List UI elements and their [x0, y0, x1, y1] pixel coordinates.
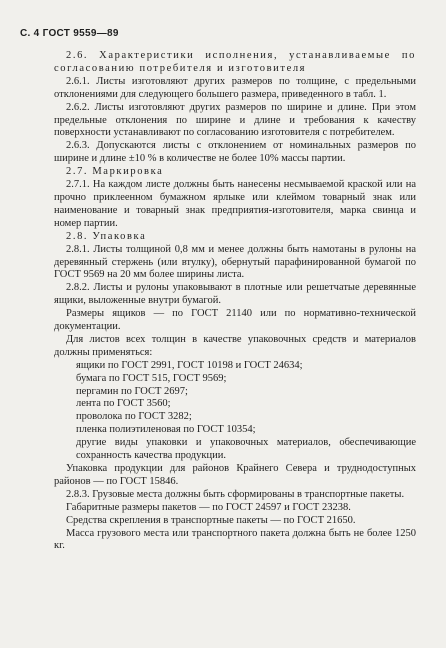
paragraph: Масса грузового места или транспортного пакета должна быть не более 1250 кг. [54, 527, 416, 552]
paragraph: 2.8.2. Листы и рулоны упаковывают в плотные или решетчатые деревянные ящики, выложенные внутри бумагой. [54, 282, 416, 307]
paragraph: Для листов всех толщин в качестве упаковочных средств и материалов должны применяться: [54, 333, 416, 358]
list-item: пергамин по ГОСТ 2697; [76, 385, 188, 397]
list-item: бумага по ГОСТ 515, ГОСТ 9569; [76, 372, 227, 384]
paragraph: 2.8.3. Грузовые места должны быть сформированы в транспортные пакеты. [66, 488, 405, 500]
paragraph: 2.6.1. Листы изготовляют других размеров по толщине, с предельными отклонениями для следующего большего размера, приведенного в табл. 1. [54, 75, 416, 100]
paragraph: Габаритные размеры пакетов — по ГОСТ 24597 и ГОСТ 23238. [66, 501, 351, 513]
list-item: лента по ГОСТ 3560; [76, 398, 171, 410]
paragraph: 2.8.1. Листы толщиной 0,8 мм и менее должны быть намотаны в рулоны на деревянный стержень (или втулку), обернутый парафинированной бумагой по ГОСТ 9569 на 20 мм более ширины листа. [54, 243, 416, 281]
paragraph: 2.6.2. Листы изготовляют других размеров по ширине и длине. При этом предельные отклонения по ширине и длине и требования к качеству поверхности устанавливают по согласованию изготовителя с потребителем. [54, 101, 416, 139]
paragraph: Упаковка продукции для районов Крайнего Севера и труднодоступных районов — по ГОСТ 15846. [54, 463, 416, 487]
paragraph: 2.7.1. На каждом листе должны быть нанесены несмываемой краской или на прочно приклеенном бумажном ярлыке или клеймом товарный знак или наименование и товарный знак предприятия-изготовителя, марка свинца и номер партии. [54, 179, 416, 229]
list-item: ящики по ГОСТ 2991, ГОСТ 10198 и ГОСТ 24634; [76, 359, 303, 371]
document-body [54, 50, 416, 553]
page-header: С. 4 ГОСТ 9559—89 [20, 28, 119, 39]
paragraph: 2.7. Маркировка [66, 166, 164, 178]
paragraph: Средства скрепления в транспортные пакеты — по ГОСТ 21650. [66, 514, 356, 526]
paragraph: Размеры ящиков — по ГОСТ 21140 или по нормативно-технической документации. [54, 308, 416, 333]
list-item: другие виды упаковки и упаковочных материалов, обеспечивающие сохранность качества продукции. [76, 437, 416, 462]
list-item: пленка полиэтиленовая по ГОСТ 10354; [76, 424, 256, 436]
paragraph: 2.8. Упаковка [66, 230, 147, 242]
paragraph: 2.6. Характеристики исполнения, устанавливаемые по согласованию потребителя и изготовителя [54, 50, 416, 74]
paragraph: 2.6.3. Допускаются листы с отклонением от номинальных размеров по ширине и длине ±10 % в количестве не более 10% массы партии. [54, 140, 416, 165]
list-item: проволока по ГОСТ 3282; [76, 411, 192, 423]
